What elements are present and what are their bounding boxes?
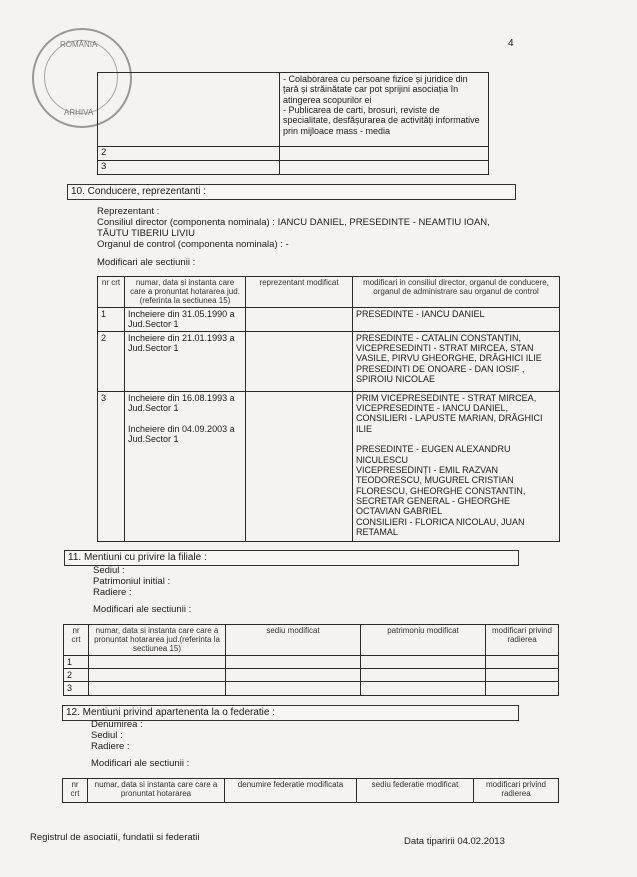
stamp-bottom-text: ARHIVA — [64, 108, 94, 117]
footer-left: Registrul de asociatii, fundatii si federatii — [30, 832, 200, 843]
col-numar: numar, data si instanta care care a pronuntat hotararea — [88, 779, 225, 803]
federatie-sediul: Sediul : — [91, 730, 123, 741]
col-radiere: modificari privind radierea — [486, 625, 559, 656]
col-radiere: modificari privind radierea — [474, 779, 559, 803]
row-number: 3 — [98, 160, 280, 174]
stamp-top-text: ROMÂNIA — [60, 40, 98, 49]
footer-right: Data tiparirii 04.02.2013 — [404, 836, 505, 847]
col-modificari: modificari in consiliul director, organul de conducere, organul de administrare sau organul de control — [353, 277, 560, 308]
page-number: 4 — [508, 38, 514, 49]
section-12-table — [62, 778, 559, 803]
row-number: 2 — [98, 147, 280, 161]
consiliul-director-line2: TĂUTU TIBERIU LIVIU — [97, 228, 196, 239]
section-11-table — [63, 624, 559, 696]
table-row-nr: 3 — [98, 391, 125, 541]
top-table — [97, 72, 489, 175]
organul-control: Organul de control (componenta nominala) : - — [97, 239, 289, 250]
filiale-radiere: Radiere : — [93, 587, 132, 598]
table-row-numar: Incheiere din 16.08.1993 a Jud.Sector 1 Incheiere din 04.09.2003 a Jud.Sector 1 — [125, 391, 246, 541]
table-row-modificari: PRESEDINTE - IANCU DANIEL — [353, 307, 560, 331]
section-10-title: 10. Conducere, reprezentanti : — [67, 184, 516, 200]
federatie-modificari: Modificari ale sectiunii : — [91, 758, 190, 769]
table-row-nr: 2 — [98, 331, 125, 391]
federatie-radiere: Radiere : — [91, 741, 130, 752]
consiliul-director-line1: Consiliul director (componenta nominala) : IANCU DANIEL, PRESEDINTE - NEAMTIU IOAN, — [97, 217, 490, 228]
federatie-denumirea: Denumirea : — [91, 719, 143, 730]
filiale-modificari: Modificari ale sectiunii : — [93, 604, 192, 615]
col-denumire: denumire federatie modificata — [225, 779, 357, 803]
col-numar: numar, data si instanta care care a pronuntat hotararea jud.(referinta la sectiunea 15) — [89, 625, 226, 656]
reprezentant-label: Reprezentant : — [97, 206, 160, 217]
col-numar: numar, data si instanta care care a pronuntat hotararea jud.(referinta la sectiunea 15) — [125, 277, 246, 308]
section-11-title: 11. Mentiuni cu privire la filiale : — [64, 550, 519, 566]
activities-cell: - Colaborarea cu persoane fizice și juridice din țară și străinătate car pot sprijini asociația în atingerea scopurilor ei - Publicarea de carti, brosuri, reviste de specialitate, desfășurarea de activități informative prin mijloace mass - media — [280, 73, 489, 147]
table-row-nr: 2 — [64, 668, 89, 681]
col-patrimoniu: patrimoniu modificat — [361, 625, 486, 656]
table-row-modificari: PRIM VICEPRESEDINTE - STRAT MIRCEA, VICEPRESEDINTE - IANCU DANIEL, CONSILIERI - LAPUSTE MARIAN, DRĂGHICI ILIE PRESEDINTE - EUGEN ALEXANDRU NICULESCU VICEPRESEDINȚI - EMIL RAZVAN TEODORESCU, MUGUREL CRISTIAN FLORESCU, GHEORGHE CONSTANTIN, SECRETAR GENERAL - GHEORGHE OCTAVIAN GABRIEL CONSILIERI - FLORICA NICOLAU, JUAN RETAMAL — [353, 391, 560, 541]
table-row-nr: 1 — [64, 655, 89, 668]
col-reprezentant: reprezentant modificat — [246, 277, 353, 308]
filiale-sediul: Sediul : — [93, 565, 125, 576]
section-10-table — [97, 276, 560, 542]
col-nr: nr crt — [63, 779, 88, 803]
section-12-title: 12. Mentiuni privind apartenenta la o federatie : — [62, 705, 519, 721]
table-row-numar: Incheiere din 31.05.1990 a Jud.Sector 1 — [125, 307, 246, 331]
col-sediu: sediu federatie modificat — [357, 779, 474, 803]
col-nr: nr crt — [98, 277, 125, 308]
filiale-patrimoniul: Patrimoniul initial : — [93, 576, 171, 587]
table-row-numar: Incheiere din 21.01.1993 a Jud.Sector 1 — [125, 331, 246, 391]
table-row-nr: 3 — [64, 682, 89, 695]
table-row-modificari: PRESEDINTE - CATALIN CONSTANTIN, VICEPRESEDINTI - STRAT MIRCEA, STAN VASILE, PIRVU GHEORGHE, DRĂGHICI ILIE PRESEDINTI DE ONOARE - DAN IOSIF , SPIROIU NICOLAE — [353, 331, 560, 391]
col-nr: nr crt — [64, 625, 89, 656]
table-row-nr: 1 — [98, 307, 125, 331]
col-sediu: sediu modificat — [226, 625, 361, 656]
modificari-label: Modificari ale sectiunii : — [97, 257, 196, 268]
